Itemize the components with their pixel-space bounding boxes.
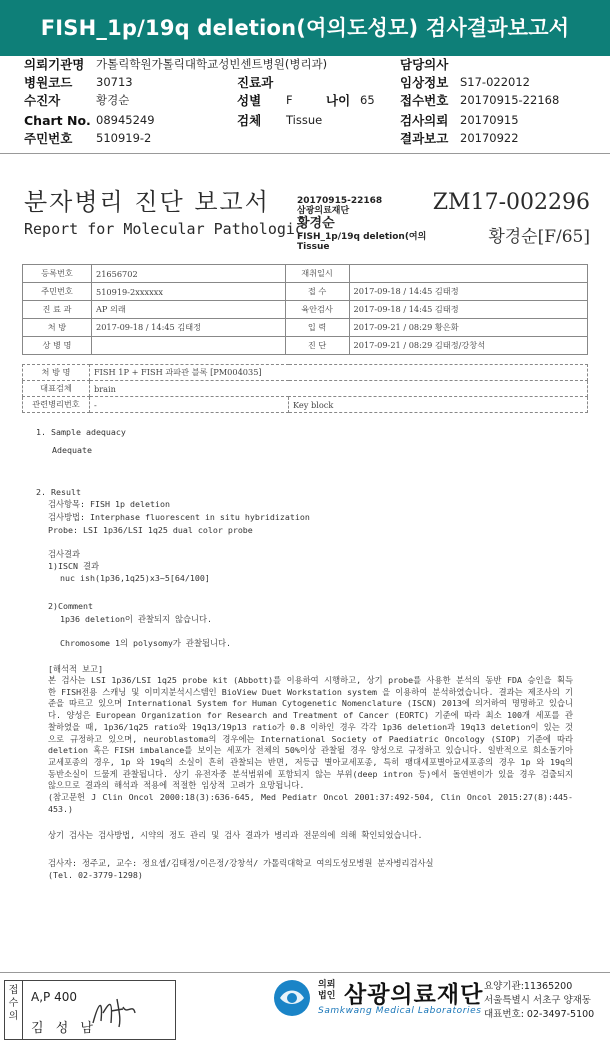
registration-table — [22, 264, 588, 355]
result-method: 검사방법: Interphase fluorescent in situ hybridization — [48, 512, 310, 522]
doctor-label: 담당의사 — [400, 57, 449, 72]
footer-divider — [0, 972, 610, 973]
clinical-label: 임상정보 — [400, 75, 449, 90]
age-label: 나이 — [326, 93, 351, 108]
cell-value: 510919-2xxxxxx — [92, 283, 286, 301]
report-body — [36, 426, 581, 881]
receipt-label: 접수번호 — [400, 93, 449, 108]
recipient-label: 수진자 — [24, 93, 61, 108]
report-title-en: Report for Molecular Pathologic — [24, 220, 304, 238]
cell-label: 처 방 — [23, 319, 92, 337]
iscn-heading: 1)ISCN 결과 — [48, 561, 99, 571]
cell-label: 입 력 — [285, 319, 349, 337]
result-item: 검사항목: FISH 1p deletion — [48, 499, 170, 509]
sample-value: Adequate — [52, 445, 92, 455]
sticker-receipt: 20170915-22168 — [297, 196, 383, 206]
footer — [0, 974, 610, 1044]
receipt-value: 20170915-22168 — [460, 93, 560, 107]
comment-heading: 2)Comment — [48, 601, 93, 611]
lab-code: 요양기관:11365200 — [484, 981, 573, 992]
cell-label: 처 방 명 — [23, 365, 90, 381]
cell-value: 2017-09-21 / 08:29 황은화 — [349, 319, 587, 337]
accession-number: ZM17-002296 — [432, 190, 590, 215]
lab-name-en: Samkwang Medical Laboratories — [318, 1006, 482, 1016]
cell-value: 2017-09-18 / 14:45 김태정 — [92, 319, 286, 337]
report-value: 20170922 — [460, 131, 519, 145]
confirm-code: A,P 400 — [31, 990, 77, 1004]
comment-line-1: 1p36 deletion이 관찰되지 않습니다. — [60, 614, 213, 624]
institution-value: 가톨릭학원가톨릭대학교성빈센트병원(병리과) — [96, 57, 328, 71]
lab-tel: (Tel. 02-3779-1298) — [48, 870, 143, 881]
clinical-value: S17-022012 — [460, 75, 530, 89]
cell-value: FISH 1P + FISH 과파관 블록 [PM004035] — [90, 365, 588, 381]
section-sample-title: 1. Sample adequacy — [36, 427, 126, 437]
lab-name: 삼광의료재단 — [344, 982, 484, 1008]
table-row — [23, 365, 588, 381]
table-row — [23, 381, 588, 397]
cell-label: 육안검사 — [285, 301, 349, 319]
hospital-code-value: 30713 — [96, 75, 133, 89]
chart-label: Chart No. — [24, 113, 91, 128]
cell-value: brain — [90, 381, 588, 397]
cell-value: 2017-09-21 / 08:29 김태정/강창석 — [349, 337, 587, 355]
report-label: 결과보고 — [400, 131, 449, 146]
sex-label: 성별 — [237, 93, 262, 108]
cell-label: 주민번호 — [23, 283, 92, 301]
cell-value: AP 의래 — [92, 301, 286, 319]
result-probe: Probe: LSI 1p36/LSI 1q25 dual color probe — [48, 525, 253, 535]
cell-label: 관련병리번호 — [23, 397, 90, 413]
interpretation-title: [해석적 보고] — [48, 664, 104, 674]
iscn-result: nuc ish(1p36,1q25)x3~5[64/100] — [60, 573, 210, 583]
cell-label: 재취일시 — [285, 265, 349, 283]
patient-header — [0, 56, 610, 150]
scanned-report — [0, 160, 610, 970]
lab-contact — [484, 980, 594, 1022]
interpretation-text: 본 검사는 LSI 1p36/LSI 1q25 probe kit (Abbott)를 이용하여 시행하고, 상기 probe를 사용한 분석의 동반 FDA 승인을 획득한 FISH전용 스캐닝 및 이미지분석시스템인 BioView Duet Workstation system 을 이용하여 분석하였습니다. 결과는 제조사의 기준을 따르고 있으며 International System for Human Cytogenetic Nomenclature (ISCN) 2013에 의거하여 명명하고 있습니다. 양성은 European Organization for Research and Treatment of Cancer (EORTC) 기준에 따라 최소 100개 세포를 관찰하였을 때, 1p36/1q25 ratio와 19q13/19p13 ratio가 0.8 이하인 경우 각각 1p36 deletion과 19q13 deletion이 있는 것으로 규정하고 있으며, neuroblastoma의 경우에는 International Society of Paediatric Oncology (SIOP) 기준에 따라 deletion 혹은 FISH imbalance를 보이는 세포가 전체의 50%이상 관찰될 경우 양성으로 규정하고 있습니다. 일반적으로 희소돌기아교세포종의 경우, 1p 와 19q의 소실이 흔히 관찰되는 반면, 저등급 별아교세포종, 특히 팽대세포별아교세포종의 경우 1p 와 19q의 동반소실이 드물게 관찰됩니다. 상기 유전자중 분석범위에 포함되지 않는 부위(deep intron 등)에서 돌연변이가 있을 경우 검출되지 않으므로 결과의 해석과 적용에 적절한 임상적 고려가 요망됩니다. — [48, 675, 573, 791]
table-row — [23, 397, 588, 413]
specimen-label: 검체 — [237, 113, 262, 128]
vertical-label — [5, 981, 23, 1039]
lab-address: 서울특별시 서초구 양재동 — [484, 995, 591, 1006]
cell-value: 21656702 — [92, 265, 286, 283]
patient-name-age: 황경순[F/65] — [488, 227, 590, 247]
table-row — [23, 319, 588, 337]
id-value: 510919-2 — [96, 131, 152, 145]
table-row — [23, 265, 588, 283]
cell-value — [92, 337, 286, 355]
specimen-value: Tissue — [286, 113, 323, 127]
sex-value: F — [286, 93, 293, 107]
order-table — [22, 364, 588, 413]
cell-value: Key block — [289, 397, 588, 413]
closing-statement: 상기 검사는 검사방법, 시약의 정도 관리 및 검사 결과가 병리과 전문의에 의해 확인되었습니다. — [48, 830, 423, 841]
signature-icon — [89, 993, 139, 1031]
header-divider — [0, 153, 610, 154]
sticker-lab: 삼광의료재단 — [297, 206, 350, 216]
cell-label: 대표검체 — [23, 381, 90, 397]
lab-type — [318, 980, 335, 1002]
age-value: 65 — [360, 93, 375, 107]
hospital-code-label: 병원코드 — [24, 75, 73, 90]
sticker-name: 황경순 — [297, 216, 335, 231]
request-label: 검사의뢰 — [400, 113, 449, 128]
cell-label: 진 단 — [285, 337, 349, 355]
cell-label: 상 병 명 — [23, 337, 92, 355]
confirmation-box — [4, 980, 176, 1040]
result-heading: 검사결과 — [48, 549, 81, 559]
table-row — [23, 301, 588, 319]
specimen-label-sticker — [297, 196, 426, 252]
cell-value: 2017-09-18 / 14:45 김태정 — [349, 301, 587, 319]
request-value: 20170915 — [460, 113, 519, 127]
table-row — [23, 337, 588, 355]
lab-logo-icon — [272, 978, 312, 1018]
id-label: 주민번호 — [24, 131, 73, 146]
confirm-name: 김 성 남 — [31, 1021, 97, 1036]
institution-label: 의뢰기관명 — [24, 57, 85, 72]
report-title-ko: 분자병리 진단 보고서 — [24, 188, 270, 216]
sticker-test: FISH_1p/19q deletion(여의 — [297, 232, 427, 242]
dept-label: 진료과 — [237, 75, 274, 90]
cell-value: - — [90, 397, 289, 413]
vertical-label-text: 접수의 — [8, 985, 19, 1022]
cell-label: 진 료 과 — [23, 301, 92, 319]
cell-value: 2017-09-18 / 14:45 김태정 — [349, 283, 587, 301]
sticker-specimen: Tissue — [297, 242, 330, 252]
lab-phone: 대표번호: 02-3497-5100 — [484, 1009, 595, 1020]
section-result-title: 2. Result — [36, 487, 81, 497]
table-row — [23, 283, 588, 301]
references: (참고문헌 J Clin Oncol 2000:18(3):636-645, Med Pediatr Oncol 2001:37:492-504, Clin Oncol 2015:27(8):445-453.) — [48, 792, 573, 814]
lab-type-line1: 의뢰 — [318, 980, 336, 990]
page-title: FISH_1p/19q deletion(여의도성모) 검사결과보고서 — [0, 0, 610, 56]
cell-label: 접 수 — [285, 283, 349, 301]
comment-line-2: Chromosome 1의 polysomy가 관찰됩니다. — [60, 638, 231, 648]
examiner-line: 검사자: 정주교, 교수: 정요셉/김태정/이은정/강창석/ 가톨릭대학교 여의도성모병원 분자병리검사실 — [48, 858, 434, 869]
cell-value — [349, 265, 587, 283]
cell-label: 등록번호 — [23, 265, 92, 283]
chart-value: 08945249 — [96, 113, 155, 127]
lab-type-line2: 법인 — [318, 991, 336, 1001]
recipient-value: 황경순 — [96, 93, 130, 107]
